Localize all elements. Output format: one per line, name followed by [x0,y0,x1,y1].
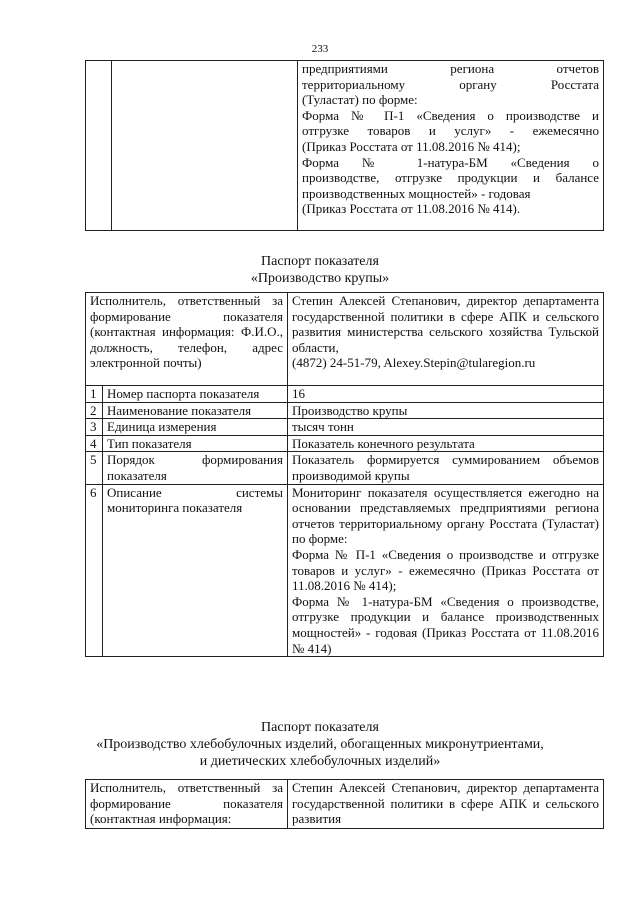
row-label: Тип показателя [103,435,288,452]
text-line: (Приказ Росстата от 11.08.2016 № 414); [302,138,521,154]
text-line: отгрузке товаров и услуг» - ежемесячно [302,123,599,139]
monitoring-form-p1: Форма № П-1 «Сведения о производстве и отгрузке товаров и услуг» - ежемесячно (Приказ Росстата от 11.08.2016 № 414); [292,546,599,594]
text-line: Форма № 1-натура-БМ «Сведения о [302,154,599,170]
passport2-subtitle-line1: «Производство хлебобулочных изделий, обогащенных микронутриентами, [96,737,544,752]
text-line: производственных мощностей» - годовая [302,185,531,201]
row-value: Производство крупы [288,402,604,419]
row-value: 16 [288,386,604,403]
executor-label-cell: Исполнитель, ответственный за формирование показателя (контактная информация: Ф.И.О., должность, телефон, адрес электронной почты) [86,293,288,386]
row-value: Показатель формируется суммированием объемов производимой крупы [288,452,604,484]
text-line: (Приказ Росстата от 11.08.2016 № 414). [302,201,521,217]
passport2-subtitle-line2: и диетических хлебобулочных изделий» [199,754,441,769]
executor-label-cell: Исполнитель, ответственный за формирование показателя (контактная информация: [86,780,288,829]
page-number: 233 [311,43,329,55]
row-num: 6 [86,484,103,657]
row-label: Описание системы мониторинга показателя [103,484,288,657]
text-line: Форма № П-1 «Сведения о производстве и [302,107,599,123]
monitoring-text: Мониторинг показателя осуществляется ежегодно на основании представляемых предприятиями региона отчетов территориальному органу Росстата (Тулaстат) по форме: [292,484,599,547]
passport1-heading [0,253,640,287]
executor-value-text: Степин Алексей Степанович, директор департамента государственной политики в сфере АПК и сельского развития министерства сельского хозяйства Тульской области, [292,293,599,355]
passport1-table [85,292,604,657]
passport2-title: Паспорт показателя [261,720,379,735]
row-label: Наименование показателя [103,402,288,419]
row-label: Номер паспорта показателя [103,386,288,403]
continuation-table [85,60,604,231]
empty-label-cell [112,61,298,231]
passport2-table [85,779,604,829]
executor-value-cell: Степин Алексей Степанович, директор департамента государственной политики в сфере АПК и сельского развития [288,780,604,829]
monitoring-form-1natura: Форма № 1-натура-БМ «Сведения о производстве, отгрузке продукции и балансе производственных мощностей» - годовая (Приказ Росстата от 11.08.2016 № 414) [292,593,599,656]
row-num: 2 [86,402,103,419]
continuation-value-cell [298,61,604,231]
monitoring-description-cell [288,484,604,657]
row-value: Показатель конечного результата [288,435,604,452]
passport2-heading [0,719,640,770]
passport1-title: Паспорт показателя [261,254,379,269]
row-label: Порядок формирования показателя [103,452,288,484]
row-value: тысяч тонн [288,419,604,436]
passport1-subtitle: «Производство крупы» [250,271,390,286]
executor-contact-text: (4872) 24-51-79, Alexey.Stepin@tularegion.ru [292,355,536,371]
text-line: территориальному органу Росстата [302,76,599,92]
empty-num-cell [86,61,112,231]
text-line: (Тулaстат) по форме: [302,92,418,108]
row-num: 1 [86,386,103,403]
row-label: Единица измерения [103,419,288,436]
row-num: 5 [86,452,103,484]
text-line: предприятиями региона отчетов [302,61,599,76]
row-num: 3 [86,419,103,436]
executor-value-cell [288,293,604,386]
row-num: 4 [86,435,103,452]
text-line: производстве, отгрузке продукции и балансе [302,170,599,186]
